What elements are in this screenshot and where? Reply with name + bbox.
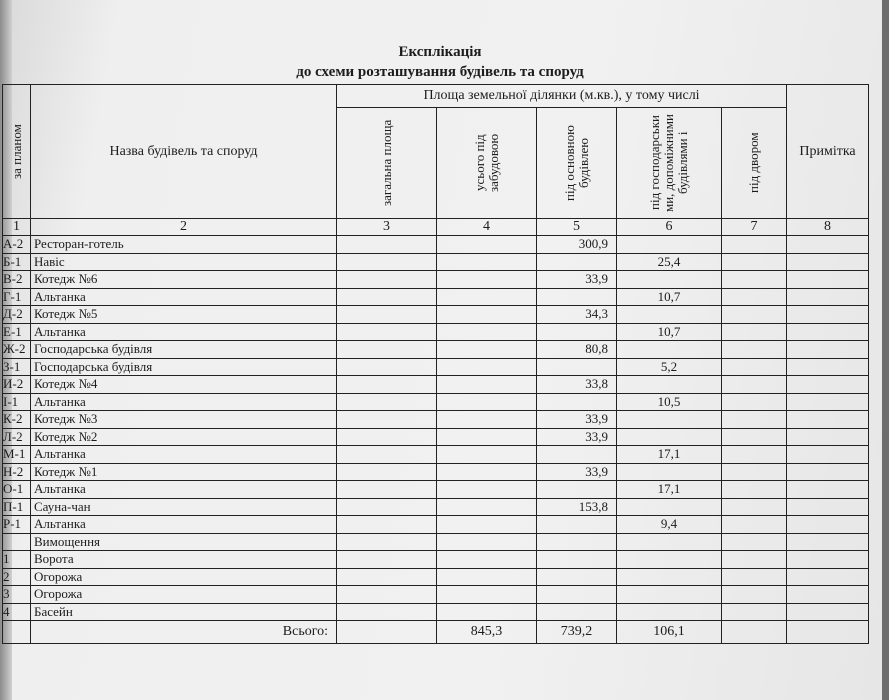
row-code: Б-1 [3,253,31,271]
row-note [787,463,869,481]
row-note [787,393,869,411]
table-row [3,586,869,604]
row-note [787,323,869,341]
table-row [3,568,869,586]
row-note [787,236,869,254]
row-code: Н-2 [3,463,31,481]
row-yard [722,551,787,569]
row-auxiliary [617,411,722,429]
row-built-area [437,341,537,359]
row-main-building: 34,3 [537,306,617,324]
row-built-area [437,446,537,464]
row-total-area [337,323,437,341]
row-note [787,271,869,289]
header-area-group: Площа земельної ділянки (м.кв.), у тому числі [337,85,787,108]
row-name: Сауна-чан [31,498,337,516]
row-yard [722,288,787,306]
header-building-name: Назва будівель та споруд [31,85,337,219]
row-total-area [337,428,437,446]
row-auxiliary: 10,5 [617,393,722,411]
row-name: Ресторан-готель [31,236,337,254]
header-main-building: під основною будівлею [537,108,617,219]
row-name: Котедж №1 [31,463,337,481]
row-name: Альтанка [31,481,337,499]
row-code: Г-1 [3,288,31,306]
row-total-area [337,463,437,481]
row-yard [722,428,787,446]
row-built-area [437,481,537,499]
row-note [787,498,869,516]
row-note [787,428,869,446]
row-note [787,481,869,499]
row-total-area [337,446,437,464]
row-auxiliary [617,586,722,604]
row-note [787,551,869,569]
table-row [3,463,869,481]
row-built-area [437,271,537,289]
table-row [3,393,869,411]
column-number: 4 [437,219,537,236]
row-note [787,586,869,604]
table-row [3,306,869,324]
row-yard [722,446,787,464]
row-yard [722,586,787,604]
row-note [787,306,869,324]
row-yard [722,236,787,254]
row-name: Котедж №4 [31,376,337,394]
row-total-area [337,568,437,586]
row-code: М-1 [3,446,31,464]
header-plan-number: за планом [3,85,31,219]
row-code: 1 [3,551,31,569]
row-yard [722,393,787,411]
row-code: Л-2 [3,428,31,446]
row-total-area [337,253,437,271]
row-name: Навіс [31,253,337,271]
document-subtitle: до схеми розташування будівель та споруд [296,64,584,80]
row-total-area [337,306,437,324]
row-main-building [537,288,617,306]
row-built-area [437,376,537,394]
row-note [787,603,869,621]
total-label: Всього: [31,621,337,644]
row-code: К-2 [3,411,31,429]
column-number: 2 [31,219,337,236]
row-auxiliary [617,533,722,551]
table-row [3,498,869,516]
row-code: З-1 [3,358,31,376]
row-built-area [437,288,537,306]
row-main-building [537,551,617,569]
row-code: Р-1 [3,516,31,534]
row-yard [722,271,787,289]
row-auxiliary [617,236,722,254]
row-name: Басейн [31,603,337,621]
row-built-area [437,516,537,534]
row-name: Котедж №3 [31,411,337,429]
row-code: 2 [3,568,31,586]
row-auxiliary [617,376,722,394]
header-auxiliary-buildings: під господарськи ми, допоміжними будівлями і [617,108,722,219]
table-row [3,551,869,569]
row-auxiliary [617,341,722,359]
row-built-area [437,323,537,341]
row-code: В-2 [3,271,31,289]
row-main-building [537,323,617,341]
row-main-building [537,516,617,534]
row-total-area [337,516,437,534]
row-built-area [437,306,537,324]
row-main-building: 33,9 [537,271,617,289]
header-built-area: усього під забудовою [437,108,537,219]
row-auxiliary: 10,7 [617,323,722,341]
table-row [3,271,869,289]
table-row [3,288,869,306]
row-yard [722,411,787,429]
row-yard [722,533,787,551]
table-body [3,236,869,621]
row-main-building: 300,9 [537,236,617,254]
row-note [787,533,869,551]
row-built-area [437,586,537,604]
row-auxiliary [617,271,722,289]
row-auxiliary [617,568,722,586]
table-row [3,428,869,446]
row-auxiliary [617,551,722,569]
total-c7 [722,621,787,644]
row-name: Котедж №6 [31,271,337,289]
row-main-building: 33,9 [537,463,617,481]
row-main-building [537,481,617,499]
row-yard [722,481,787,499]
row-name: Вимощення [31,533,337,551]
table-row [3,376,869,394]
row-name: Котедж №2 [31,428,337,446]
row-code [3,533,31,551]
row-total-area [337,271,437,289]
row-built-area [437,428,537,446]
row-auxiliary: 9,4 [617,516,722,534]
total-c8 [787,621,869,644]
row-auxiliary [617,498,722,516]
header-total-area: загальна площа [337,108,437,219]
total-row [3,621,869,644]
row-total-area [337,551,437,569]
row-total-area [337,341,437,359]
row-auxiliary: 17,1 [617,446,722,464]
table-row [3,481,869,499]
row-main-building [537,358,617,376]
table-row [3,323,869,341]
row-yard [722,341,787,359]
row-code: П-1 [3,498,31,516]
row-yard [722,306,787,324]
row-total-area [337,481,437,499]
row-main-building: 33,9 [537,411,617,429]
row-main-building [537,533,617,551]
row-note [787,446,869,464]
table-row [3,236,869,254]
row-main-building [537,586,617,604]
row-total-area [337,533,437,551]
row-total-area [337,236,437,254]
row-yard [722,603,787,621]
header-yard: під двором [722,108,787,219]
row-yard [722,498,787,516]
row-yard [722,463,787,481]
table-row [3,341,869,359]
column-number: 7 [722,219,787,236]
row-built-area [437,393,537,411]
row-name: Альтанка [31,393,337,411]
column-number: 3 [337,219,437,236]
row-code: 4 [3,603,31,621]
row-main-building [537,393,617,411]
row-yard [722,358,787,376]
row-built-area [437,358,537,376]
row-name: Огорожа [31,586,337,604]
row-total-area [337,603,437,621]
row-code: А-2 [3,236,31,254]
table-row [3,253,869,271]
row-note [787,253,869,271]
row-built-area [437,411,537,429]
row-main-building [537,603,617,621]
row-name: Альтанка [31,323,337,341]
row-code: Е-1 [3,323,31,341]
row-main-building [537,253,617,271]
row-code: О-1 [3,481,31,499]
row-built-area [437,603,537,621]
row-total-area [337,288,437,306]
row-name: Огорожа [31,568,337,586]
total-auxiliary: 106,1 [617,621,722,644]
row-note [787,376,869,394]
row-name: Господарська будівля [31,341,337,359]
row-total-area [337,586,437,604]
table-row [3,358,869,376]
row-name: Альтанка [31,288,337,306]
row-main-building [537,446,617,464]
row-auxiliary [617,463,722,481]
row-note [787,568,869,586]
row-name: Котедж №5 [31,306,337,324]
row-main-building: 33,8 [537,376,617,394]
row-note [787,516,869,534]
table-row [3,533,869,551]
row-total-area [337,358,437,376]
row-note [787,358,869,376]
column-number: 8 [787,219,869,236]
row-auxiliary [617,306,722,324]
document-title: Експлікація [398,44,482,60]
row-total-area [337,393,437,411]
row-name: Альтанка [31,516,337,534]
row-yard [722,516,787,534]
row-total-area [337,498,437,516]
row-auxiliary [617,603,722,621]
column-number: 6 [617,219,722,236]
row-yard [722,253,787,271]
column-number: 1 [3,219,31,236]
row-auxiliary [617,428,722,446]
row-code: Д-2 [3,306,31,324]
row-built-area [437,463,537,481]
total-built-area: 845,3 [437,621,537,644]
row-main-building: 153,8 [537,498,617,516]
total-c3 [337,621,437,644]
row-built-area [437,551,537,569]
table-row [3,411,869,429]
row-note [787,411,869,429]
row-yard [722,568,787,586]
table-row [3,446,869,464]
total-main-building: 739,2 [537,621,617,644]
total-blank [3,621,31,644]
row-main-building: 33,9 [537,428,617,446]
row-main-building [537,568,617,586]
header-note: Примітка [787,85,869,219]
row-built-area [437,253,537,271]
table-row [3,603,869,621]
row-total-area [337,376,437,394]
row-code: И-2 [3,376,31,394]
row-name: Ворота [31,551,337,569]
row-built-area [437,533,537,551]
row-auxiliary: 10,7 [617,288,722,306]
column-number: 5 [537,219,617,236]
row-yard [722,323,787,341]
table-row [3,516,869,534]
row-yard [722,376,787,394]
row-auxiliary: 25,4 [617,253,722,271]
row-main-building: 80,8 [537,341,617,359]
row-auxiliary: 5,2 [617,358,722,376]
row-code: 3 [3,586,31,604]
row-code: Ж-2 [3,341,31,359]
explication-table [2,84,869,644]
column-number-row [3,219,869,236]
row-code: І-1 [3,393,31,411]
row-note [787,288,869,306]
row-name: Альтанка [31,446,337,464]
row-auxiliary: 17,1 [617,481,722,499]
row-built-area [437,568,537,586]
row-built-area [437,236,537,254]
row-name: Господарська будівля [31,358,337,376]
row-built-area [437,498,537,516]
row-total-area [337,411,437,429]
row-note [787,341,869,359]
